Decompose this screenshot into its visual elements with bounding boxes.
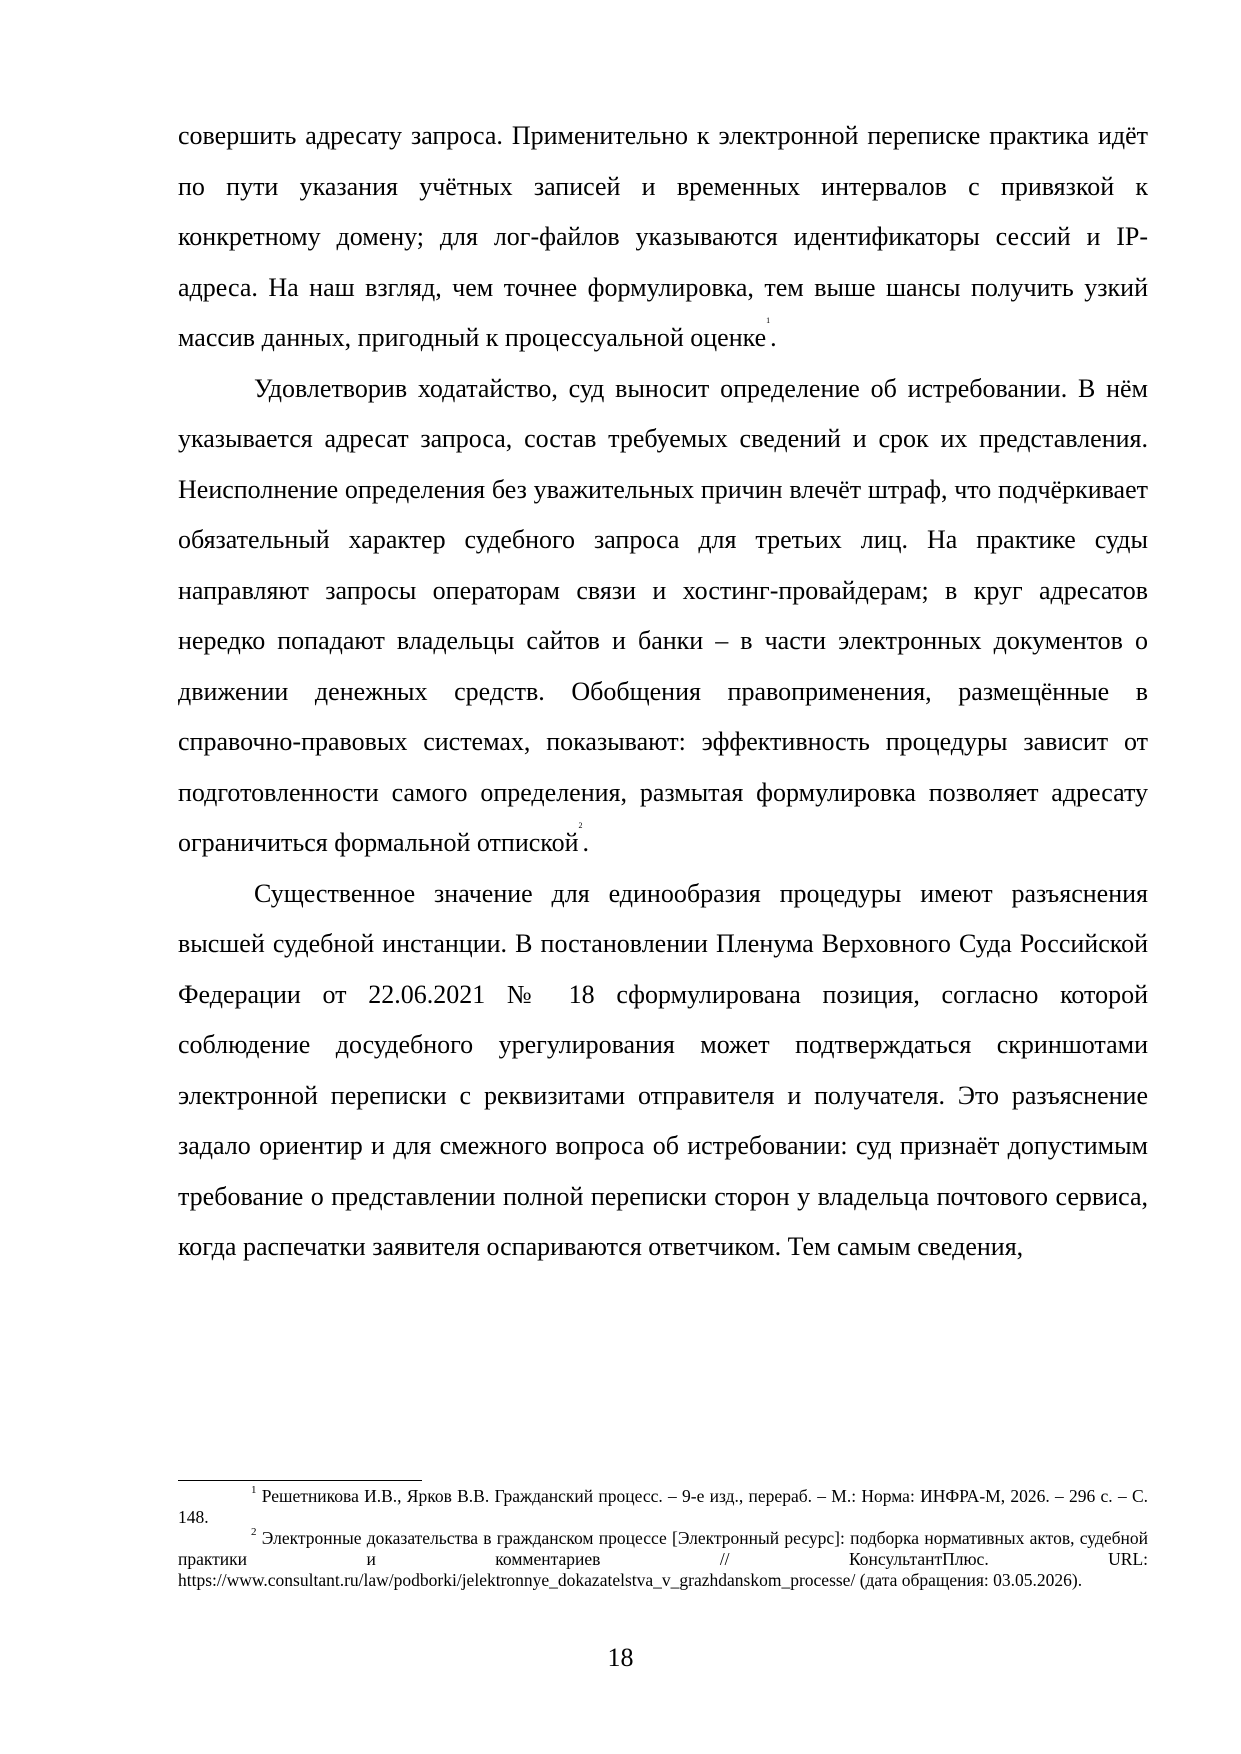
- footnote-separator: [178, 1480, 422, 1481]
- footnote-number: 1: [251, 1484, 257, 1496]
- footnote: [178, 1486, 1148, 1528]
- footnote-number: 2: [251, 1526, 257, 1538]
- footnote-reference[interactable]: 1: [766, 316, 771, 325]
- body-text: [178, 111, 1148, 1273]
- paragraph-tail: .: [770, 323, 777, 352]
- footnote: [178, 1528, 1148, 1591]
- paragraph-tail: .: [582, 828, 590, 857]
- footnote-reference[interactable]: 2: [578, 821, 583, 830]
- page-number: 18: [607, 1643, 634, 1672]
- paragraph: [178, 111, 1148, 364]
- paragraph-text: Существенное значение для единообразия процедуры имеют разъяснения высшей судебной инстанции. В постановлении Пленума Верховного Суда Российской Федерации от 22.06.2021 № 18 сформулирована позиция, согласно которой соблюдение досудебного урегулирования может подтверждаться скриншотами электронной переписки с реквизитами отправителя и получателя. Это разъяснение задало ориентир и для смежного вопроса об истребовании: суд признаёт допустимым требование о представлении полной переписки сторон у владельца почтового сервиса, когда распечатки заявителя оспариваются ответчиком. Тем самым сведения,: [178, 878, 1148, 1261]
- footnote-text: Электронные доказательства в гражданском процессе [Электронный ресурс]: подборка нормативных актов, судебной практики и комментариев // КонсультантПлюс. URL: https://www.consultant.ru/law/podborki/jelektronnye_dokazatelstva_v_grazhdanskom_processe/ (дата обращения: 03.05.2026).: [178, 1528, 1148, 1590]
- footnote-text: Решетникова И.В., Ярков В.В. Гражданский процесс. – 9-е изд., перераб. – М.: Норма: ИНФРА-М, 2026. – 296 с. – С. 148.: [178, 1486, 1149, 1527]
- footnotes: [178, 1486, 1148, 1591]
- paragraph: [178, 364, 1148, 869]
- paragraph-text: Удовлетворив ходатайство, суд выносит определение об истребовании. В нём указывается адресат запроса, состав требуемых сведений и срок их представления. Неисполнение определения без уважительных причин влечёт штраф, что подчёркивает обязательный характер судебного запроса для третьих лиц. На практике суды направляют запросы операторам связи и хостинг-провайдерам; в круг адресатов нередко попадают владельцы сайтов и банки – в части электронных документов о движении денежных средств. Обобщения правоприменения, размещённые в справочно-правовых системах, показывают: эффективность процедуры зависит от подготовленности самого определения, размытая формулировка позволяет адресату ограничиться формальной отпиской: [178, 373, 1148, 857]
- paragraph-text: совершить адресату запроса. Применительно к электронной переписке практика идёт по пути указания учётных записей и временных интервалов с привязкой к конкретному домену; для лог-файлов указываются идентификаторы сессий и IP-адреса. На наш взгляд, чем точнее формулировка, тем выше шансы получить узкий массив данных, пригодный к процессуальной оценке: [178, 121, 1148, 352]
- paragraph: [178, 869, 1148, 1273]
